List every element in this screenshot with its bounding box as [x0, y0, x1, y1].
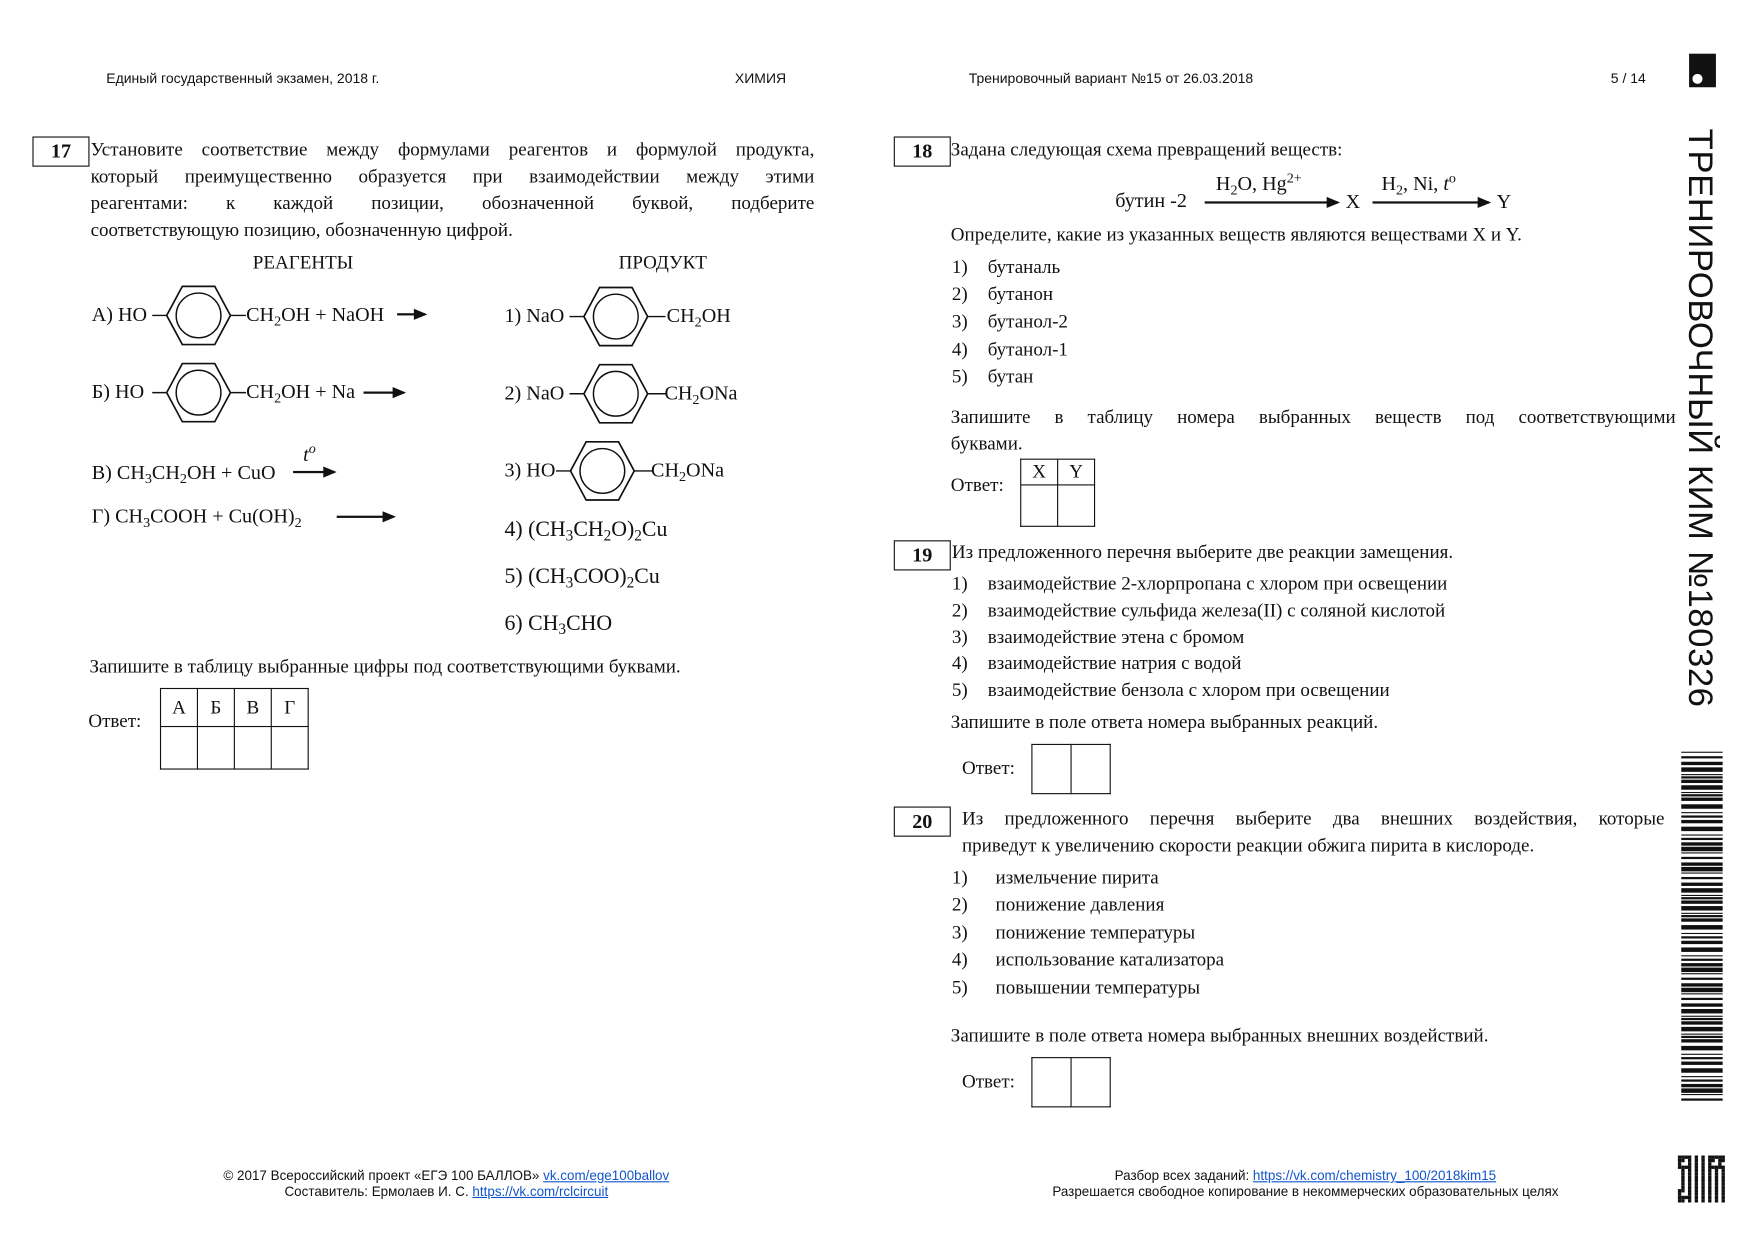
arrow-icon [397, 313, 425, 315]
product-2-prefix: 2) NaO [504, 381, 565, 404]
product-1-prefix: 1) NaO [504, 304, 565, 327]
arrow-icon [1373, 201, 1489, 203]
answer-cell[interactable] [1032, 744, 1071, 793]
header-variant: Тренировочный вариант №15 от 26.03.2018 [968, 70, 1254, 87]
option-text: повышении температуры [995, 976, 1201, 998]
reagent-b-prefix: Б) HO [91, 380, 145, 403]
option-text: взаимодействие сульфида железа(II) с соляной кислотой [987, 599, 1446, 621]
option-text: взаимодействие натрия с водой [987, 652, 1242, 674]
answer-field-19 [1031, 744, 1110, 794]
scheme-condition-1: $H_2O$, $Hg^{2+}$ [1215, 170, 1302, 198]
answer-label: Ответ: [961, 1070, 1015, 1092]
question-19-intro: Из предложенного перечня выберите две реакции замещения. [951, 541, 1454, 563]
product-1-formula: $CH_2OH$ [666, 304, 731, 330]
answer-label: Ответ: [961, 757, 1015, 779]
answer-cell[interactable] [234, 727, 271, 770]
option-text: взаимодействие бензола с хлором при освещении [987, 678, 1390, 701]
option-text: понижение давления [995, 893, 1165, 916]
arrow-icon [337, 516, 394, 518]
option-text: взаимодействие 2-хлорпропана с хлором при освещении [987, 572, 1448, 594]
question-17-number: 17 [32, 136, 89, 166]
scheme-y: Y [1496, 190, 1512, 213]
scheme-condition-2: $H_2$, Ni, $t^o$ [1381, 170, 1456, 198]
option-text: измельчение пирита [995, 866, 1159, 889]
corner-marker-icon [1689, 54, 1716, 88]
answer-label: Ответ: [950, 474, 1004, 496]
footer-copyright: © 2017 Всероссийский проект «ЕГЭ 100 БАЛЛОВ» vk.com/ege100ballov [223, 1167, 670, 1184]
question-18-text: Определите, какие из указанных веществ являются веществами X и Y. [950, 223, 1522, 245]
arrow-icon [364, 392, 404, 394]
header-subject: ХИМИЯ [734, 70, 787, 87]
option-text: бутаналь [987, 256, 1061, 278]
footer-link-group[interactable]: vk.com/ege100ballov [543, 1167, 670, 1184]
product-2-formula: $CH_2ONa$ [664, 381, 738, 408]
column-header: А [161, 688, 198, 726]
answer-cell[interactable] [197, 727, 234, 770]
scheme-x: X [1345, 190, 1361, 213]
option-number: 2) [951, 599, 968, 621]
reagent-b-formula: $CH_2OH + Na$ [246, 380, 356, 407]
question-17-text [91, 136, 815, 243]
barcode-icon [1681, 752, 1722, 1102]
product-3-prefix: 3) HO [504, 458, 556, 481]
question-18-number: 18 [894, 136, 951, 166]
option-number: 2) [951, 893, 968, 916]
option-number: 5) [951, 365, 968, 388]
answer-cell[interactable] [1021, 485, 1058, 526]
product-5: 5) $(CH_3COO)_2Cu$ [504, 564, 660, 591]
text-line: Установите соответствие между формулами реагентов и формулой продукта, [90, 138, 815, 160]
reagent-a-formula: $CH_2OH$ + NaOH [246, 303, 385, 329]
footer-author: Составитель: Ермолаев И. С. https://vk.com/rclcircuit [284, 1183, 609, 1200]
reagent-a-prefix: А) HO [91, 303, 148, 326]
benzene-ring-icon [556, 438, 652, 503]
question-18-intro: Задана следующая схема превращений веществ: [950, 138, 1343, 160]
reagents-heading: РЕАГЕНТЫ [252, 251, 354, 273]
option-text: бутанон [987, 283, 1054, 305]
answer-cell[interactable] [1058, 485, 1095, 526]
question-20-intro: Из предложенного перечня выберите два внешних воздействия, которые приведут к увеличению скорости реакции обжига пирита в кислороде. [961, 807, 1665, 856]
footer-license: Разрешается свободное копирование в некоммерческих образовательных целях [1052, 1183, 1559, 1200]
page-number: 5 / 14 [1610, 70, 1646, 87]
option-number: 4) [951, 948, 968, 970]
text-line: реагентами: к каждой позиции, обозначенной буквой, подберите [90, 192, 815, 214]
arrow-icon [293, 471, 334, 473]
option-text: использование катализатора [995, 948, 1225, 970]
column-header: Y [1058, 459, 1095, 485]
question-20-instruction: Запишите в поле ответа номера выбранных внешних воздействий. [950, 1024, 1489, 1046]
column-header: Б [197, 688, 234, 726]
question-17-instruction: Запишите в таблицу выбранные цифры под соответствующими буквами. [89, 655, 681, 677]
answer-field-20 [1031, 1057, 1110, 1107]
benzene-ring-icon [569, 284, 665, 349]
benzene-ring-icon [152, 283, 246, 348]
reagent-c-formula: В) $CH_3CH_2OH$ + CuO [91, 460, 276, 487]
text-line: который преимущественно образуется при взаимодействии между этими [90, 165, 815, 187]
option-text: бутанол-1 [987, 338, 1068, 361]
answer-table-17 [160, 688, 309, 770]
option-number: 1) [951, 866, 968, 889]
text-line: соответствующую позицию, обозначенную цифрой. [90, 219, 513, 241]
answer-label: Ответ: [88, 710, 142, 732]
column-header: Г [271, 688, 308, 726]
reagent-d-formula: Г) $CH_3COOH + Cu(OH)_2$ [91, 504, 302, 531]
answer-cell[interactable] [1071, 744, 1110, 793]
product-6: 6) $CH_3CHO$ [504, 611, 613, 638]
footer-link-analysis[interactable]: https://vk.com/chemistry_100/2018kim15 [1252, 1167, 1497, 1184]
option-number: 1) [951, 256, 968, 278]
option-text: взаимодействие этена с бромом [987, 626, 1245, 648]
condition-temperature: $t^o$ [303, 440, 316, 466]
option-number: 3) [951, 921, 968, 943]
option-number: 4) [951, 652, 968, 674]
product-3-formula: $CH_2ONa$ [651, 458, 725, 485]
question-20-number: 20 [894, 807, 951, 837]
footer-link-author[interactable]: https://vk.com/rclcircuit [472, 1183, 609, 1200]
answer-cell[interactable] [1071, 1058, 1110, 1107]
question-19-number: 19 [894, 540, 951, 570]
option-number: 4) [951, 338, 968, 361]
qr-code-icon [1678, 1156, 1725, 1203]
option-number: 5) [951, 976, 968, 998]
option-text: понижение температуры [995, 921, 1196, 943]
product-4: 4) $(CH_3CH_2O)_2Cu$ [504, 517, 668, 544]
answer-table-18 [1020, 459, 1095, 527]
scheme-start: бутин -2 [1115, 189, 1187, 212]
option-number: 3) [951, 310, 968, 333]
question-18-instruction: Запишите в таблицу номера выбранных веществ под соответствующими буквами. [950, 406, 1676, 455]
answer-cell[interactable] [1032, 1058, 1071, 1107]
benzene-ring-icon [569, 361, 665, 426]
column-header: В [234, 688, 271, 726]
product-heading: ПРОДУКТ [618, 251, 707, 273]
arrow-icon [1205, 201, 1338, 203]
benzene-ring-icon [152, 360, 246, 425]
option-text: бутанол-2 [987, 310, 1068, 333]
option-number: 5) [951, 678, 968, 701]
footer-analysis: Разбор всех заданий: https://vk.com/chemistry_100/2018kim15 [1114, 1167, 1497, 1184]
option-number: 3) [951, 626, 968, 648]
option-text: бутан [987, 365, 1034, 388]
side-kim-label: ТРЕНИРОВОЧНЫЙ КИМ №180326 [1681, 128, 1721, 708]
option-number: 2) [951, 283, 968, 305]
answer-cell[interactable] [161, 727, 198, 770]
header-exam-title: Единый государственный экзамен, 2018 г. [106, 70, 380, 87]
answer-cell[interactable] [271, 727, 308, 770]
question-19-instruction: Запишите в поле ответа номера выбранных реакций. [950, 711, 1379, 733]
column-header: X [1021, 459, 1058, 485]
option-number: 1) [951, 572, 968, 594]
